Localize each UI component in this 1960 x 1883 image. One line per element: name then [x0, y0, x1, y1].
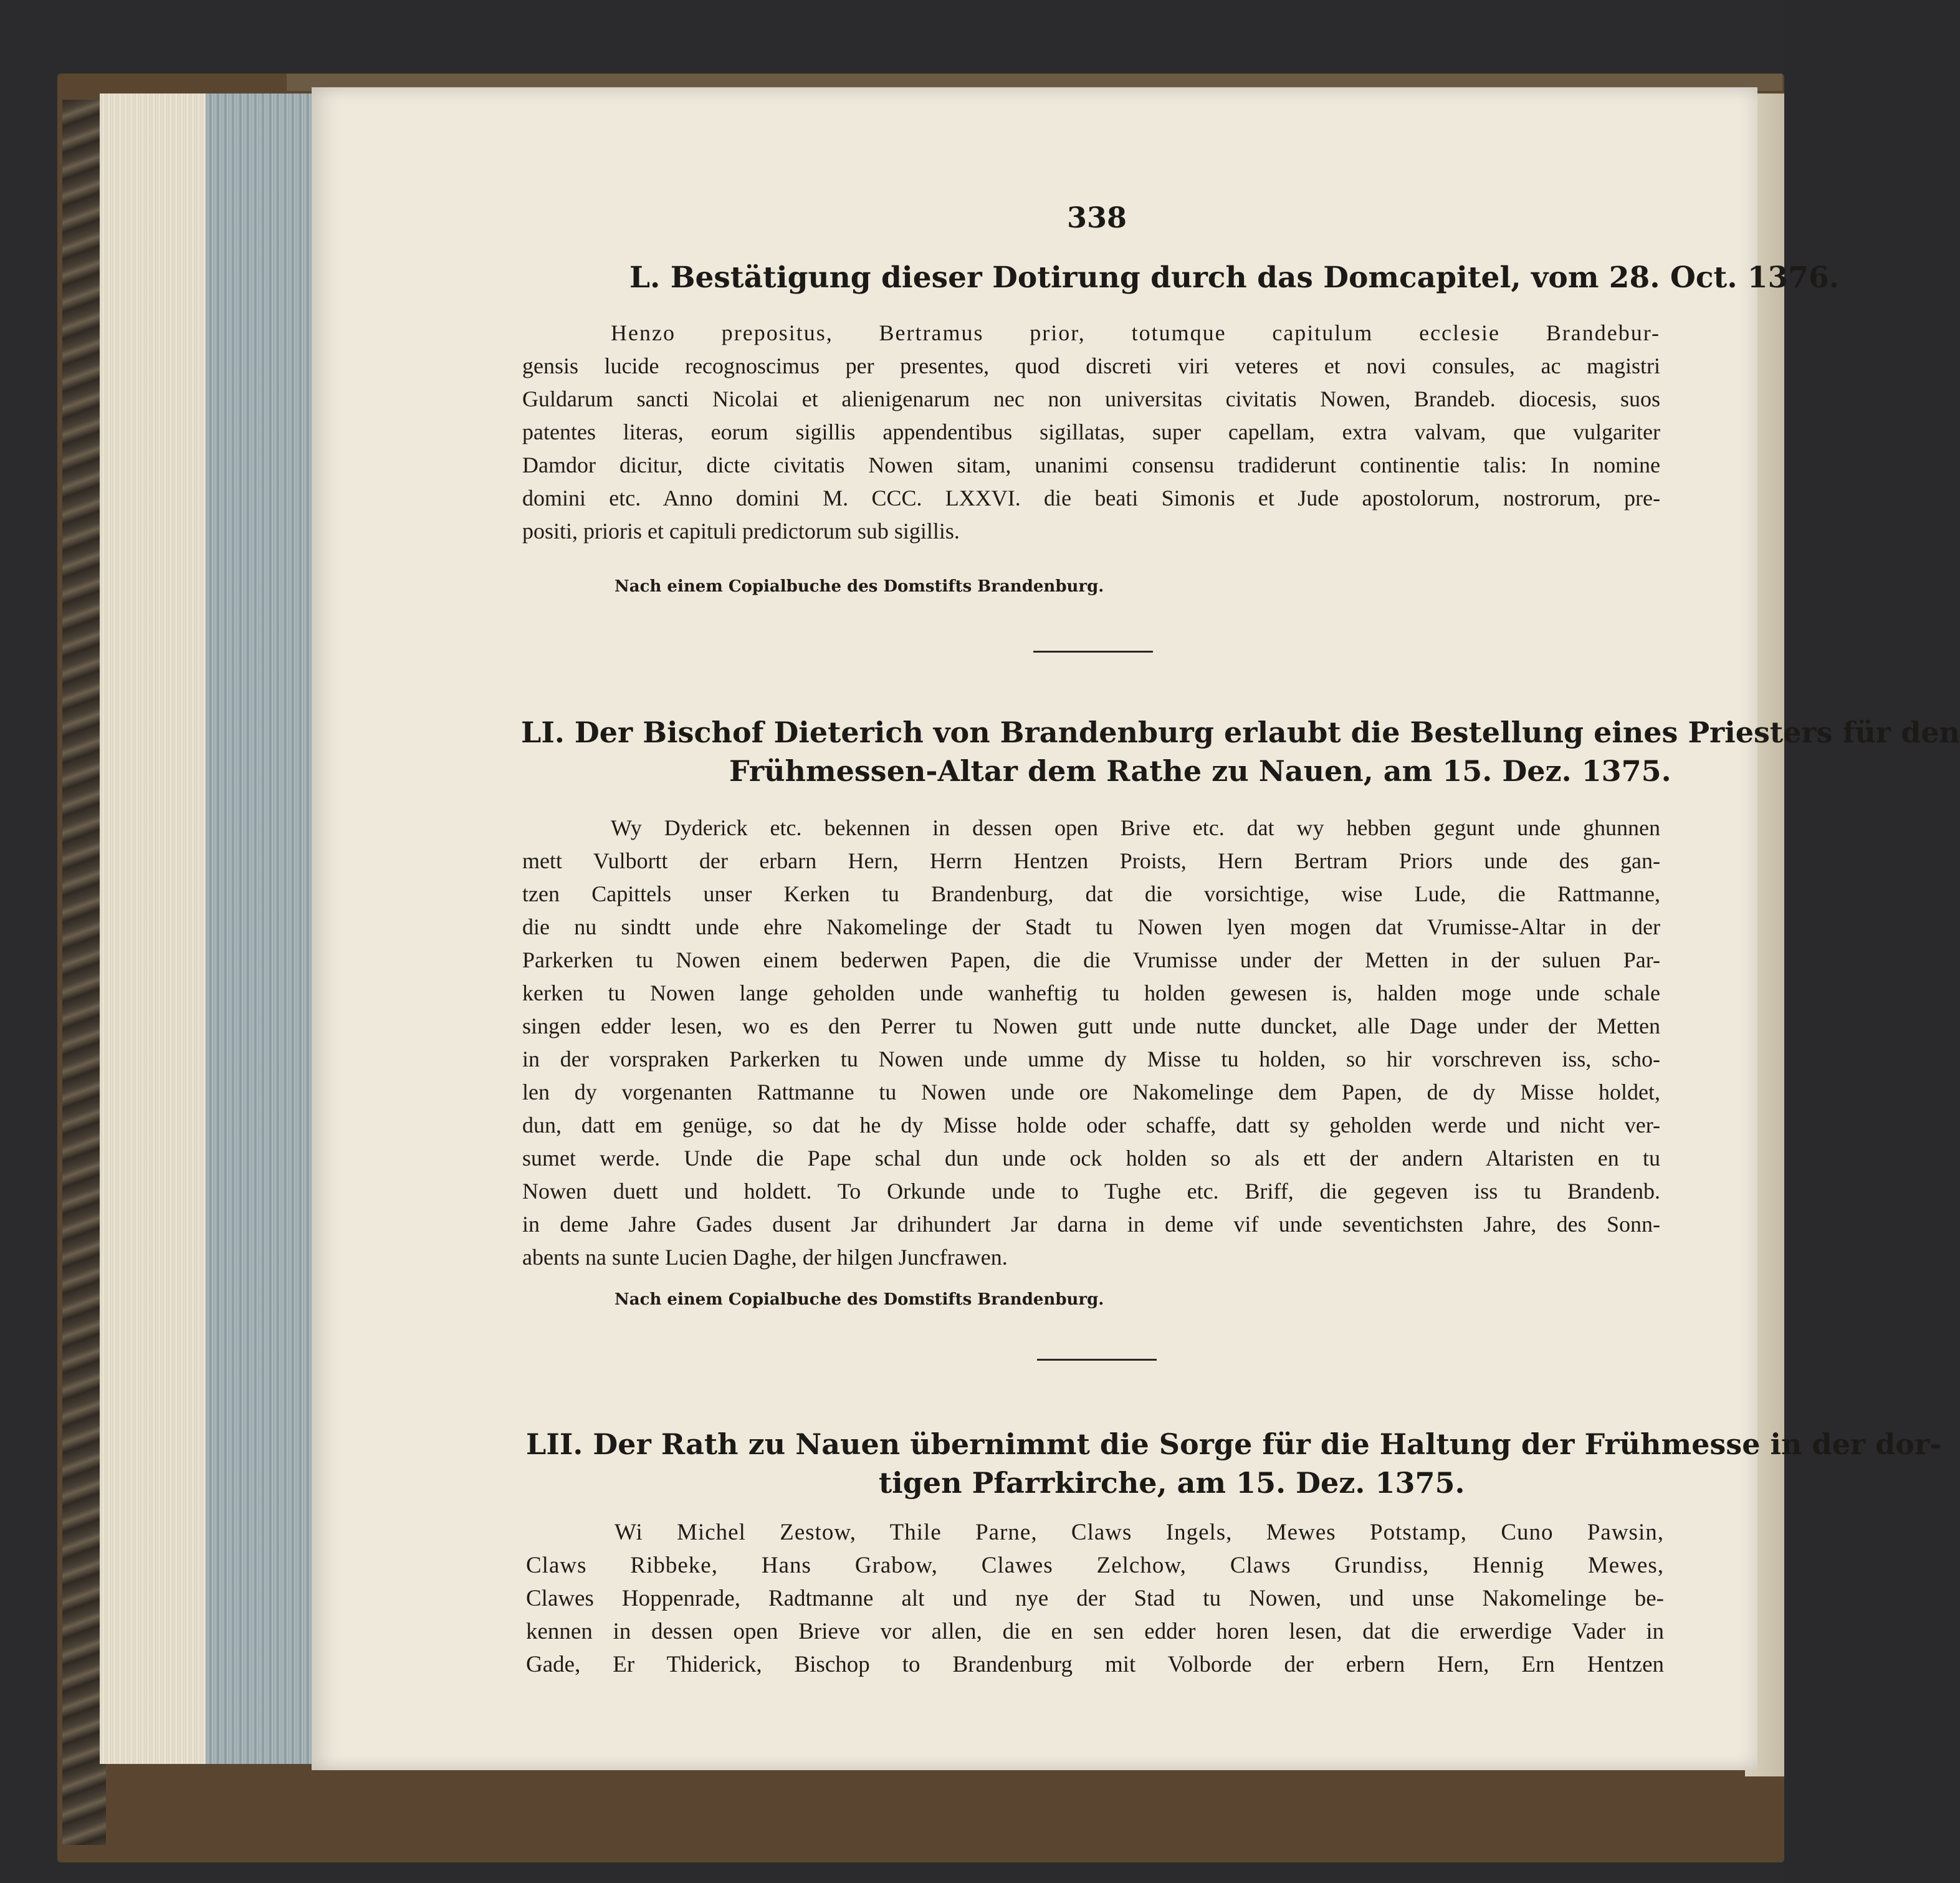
section-lii-heading-line2: tigen Pfarrkirche, am 15. Dez. 1375. — [879, 1466, 1465, 1500]
text-line: singen edder lesen, wo es den Perrer tu Nowen gutt unde nutte duncket, alle Dage under der Metten — [522, 1013, 1660, 1038]
text-line: Guldarum sancti Nicolai et alienigenarum nec non universitas civitatis Nowen, Brandeb. diocesis, suos — [522, 386, 1660, 411]
section-li-heading-line1: LI. Der Bischof Dieterich von Brandenburg erlaubt die Bestellung eines Priesters für den — [521, 716, 1960, 749]
text-line: Gade, Er Thiderick, Bischop to Brandenburg mit Volborde der erbern Hern, Ern Hentzen — [526, 1652, 1664, 1677]
text-line: Claws Ribbeke, Hans Grabow, Clawes Zelchow, Claws Grundiss, Hennig Mewes, — [526, 1553, 1664, 1578]
section-li-text — [522, 812, 1660, 1274]
page-edges-tinted — [206, 93, 312, 1764]
section-lii-text — [526, 1516, 1664, 1681]
text-line: Wy Dyderick etc. bekennen in dessen open Brive etc. dat wy hebben gegunt unde ghunnen — [611, 815, 1660, 840]
text-line: Clawes Hoppenrade, Radtmanne alt und nye der Stad tu Nowen, und unse Nakomelinge be- — [526, 1586, 1664, 1611]
text-line: abents na sunte Lucien Daghe, der hilgen Juncfrawen. — [522, 1245, 1008, 1270]
text-line: Parkerken tu Nowen einem bederwen Papen, die die Vrumisse under der Metten in der suluen Par- — [522, 947, 1660, 972]
text-line: Damdor dicitur, dicte civitatis Nowen sitam, unanimi consensu tradiderunt continentie talis: In nomine — [522, 453, 1660, 477]
text-line: Henzo prepositus, Bertramus prior, totumque capitulum ecclesie Brandebur- — [611, 320, 1660, 345]
section-li-source: Nach einem Copialbuche des Domstifts Brandenburg. — [614, 1290, 1104, 1309]
text-line: positi, prioris et capituli predictorum sub sigillis. — [522, 519, 960, 544]
text-line: dun, datt em genüge, so dat he dy Misse holde oder schaffe, datt sy geholden werde und nicht ver- — [522, 1113, 1660, 1138]
text-line: in deme Jahre Gades dusent Jar drihundert Jar darna in deme vif unde seventichsten Jahre, des Sonn- — [522, 1212, 1660, 1237]
section-li-heading-line2: Frühmessen-Altar dem Rathe zu Nauen, am 15. Dez. 1375. — [729, 754, 1671, 788]
section-l-heading: L. Bestätigung dieser Dotirung durch das Domcapitel, vom 28. Oct. 1376. — [629, 261, 1840, 295]
section-l-source: Nach einem Copialbuche des Domstifts Brandenburg. — [614, 577, 1104, 596]
text-line: kerken tu Nowen lange geholden unde wanheftig tu holden gewesen is, halden moge unde schale — [522, 980, 1660, 1005]
text-line: domini etc. Anno domini M. CCC. LXXVI. die beati Simonis et Jude apostolorum, nostrorum, pre- — [522, 486, 1660, 510]
section-l-text — [522, 317, 1660, 548]
text-line: kennen in dessen open Brieve vor allen, die en sen edder horen lesen, dat die erwerdige Vader in — [526, 1619, 1664, 1644]
text-line: mett Vulbortt der erbarn Hern, Herrn Hentzen Proists, Hern Bertram Priors unde des gan- — [522, 848, 1660, 873]
text-line: Wi Michel Zestow, Thile Parne, Claws Ingels, Mewes Potstamp, Cuno Pawsin, — [614, 1520, 1664, 1545]
text-line: Nowen duett und holdett. To Orkunde unde to Tughe etc. Briff, die gegeven iss tu Brandenb. — [522, 1179, 1660, 1204]
section-divider — [1033, 651, 1153, 653]
section-divider — [1037, 1359, 1157, 1361]
page-number: 338 — [1066, 201, 1127, 234]
section-lii-heading-line1: LII. Der Rath zu Nauen übernimmt die Sorge für die Haltung der Frühmesse in der dor- — [526, 1427, 1942, 1461]
text-line: len dy vorgenanten Rattmanne tu Nowen unde ore Nakomelinge dem Papen, de dy Misse holdet, — [522, 1080, 1660, 1104]
text-line: die nu sindtt unde ehre Nakomelinge der Stadt tu Nowen lyen mogen dat Vrumisse-Altar in der — [522, 914, 1660, 939]
text-line: gensis lucide recognoscimus per presentes, quod discreti viri veteres et novi consules, ac magistri — [522, 353, 1660, 378]
text-line: sumet werde. Unde die Pape schal dun unde ock holden so als ett der andern Altaristen en tu — [522, 1146, 1660, 1171]
text-line: tzen Capittels unser Kerken tu Brandenburg, dat die vorsichtige, wise Lude, die Rattmanne, — [522, 881, 1660, 906]
text-line: patentes literas, eorum sigillis appendentibus sigillatas, super capellam, extra valvam, que vulgariter — [522, 419, 1660, 444]
text-line: in der vorspraken Parkerken tu Nowen unde umme dy Misse tu holden, so hir vorschreven iss, scho- — [522, 1047, 1660, 1071]
